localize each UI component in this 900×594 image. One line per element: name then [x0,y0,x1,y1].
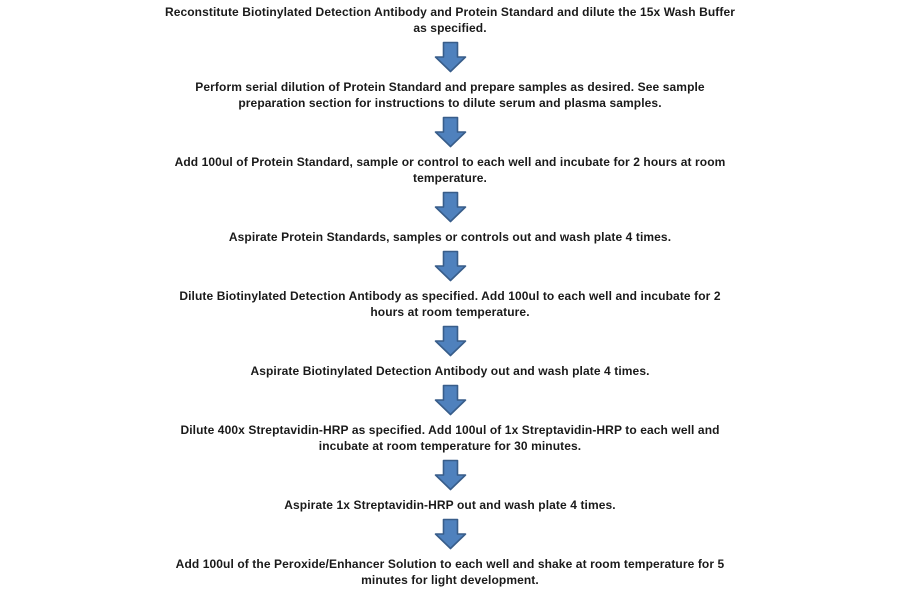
down-arrow-icon [434,384,467,416]
protocol-step-text: Add 100ul of the Peroxide/Enhancer Solution to each well and shake at room temperature for 5 [175,557,725,571]
protocol-step-text: incubate at room temperature for 30 minutes. [318,439,582,453]
protocol-step [250,363,649,379]
protocol-step-text: minutes for light development. [361,573,539,587]
protocol-step-text: Reconstitute Biotinylated Detection Antibody and Protein Standard and dilute the 15x Wash Buffer [164,5,736,19]
protocol-step-text: Aspirate Biotinylated Detection Antibody out and wash plate 4 times. [250,364,650,378]
down-arrow-icon [434,250,467,282]
protocol-step [229,229,671,245]
protocol-step-text: Dilute 400x Streptavidin-HRP as specified. Add 100ul of 1x Streptavidin-HRP to each well and [180,423,720,437]
protocol-step-text: hours at room temperature. [370,305,530,319]
protocol-step-text: Aspirate Protein Standards, samples or controls out and wash plate 4 times. [228,230,672,244]
protocol-step-text: Perform serial dilution of Protein Standard and prepare samples as desired. See sample [195,80,705,94]
protocol-step-text: Add 100ul of Protein Standard, sample or control to each well and incubate for 2 hours at room [174,155,726,169]
down-arrow-icon [434,41,467,73]
protocol-step [165,4,735,36]
protocol-step [176,556,725,588]
down-arrow-icon [434,518,467,550]
down-arrow-icon [434,325,467,357]
down-arrow-icon [434,459,467,491]
down-arrow-icon [434,116,467,148]
protocol-step-text: Aspirate 1x Streptavidin-HRP out and wash plate 4 times. [284,498,616,512]
protocol-step-text: temperature. [413,171,487,185]
protocol-step-text: preparation section for instructions to dilute serum and plasma samples. [238,96,662,110]
protocol-step [284,497,615,513]
down-arrow-icon [434,191,467,223]
protocol-step [175,154,726,186]
protocol-step [195,79,704,111]
protocol-step [180,422,719,454]
protocol-step-text: Dilute Biotinylated Detection Antibody as specified. Add 100ul to each well and incubate for 2 [179,289,721,303]
protocol-step-text: as specified. [413,21,487,35]
protocol-step [179,288,720,320]
